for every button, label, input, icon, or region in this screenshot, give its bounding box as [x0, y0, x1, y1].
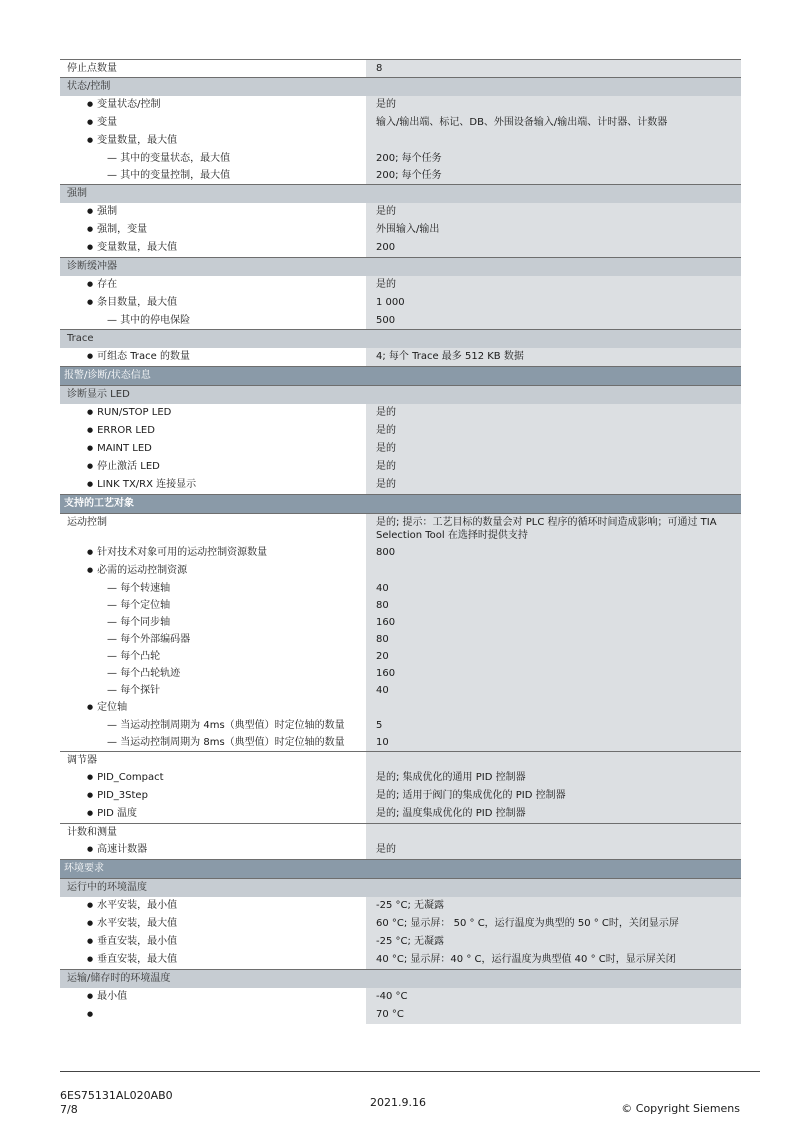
spec-label [60, 422, 366, 440]
spec-label-text: ● LINK TX/RX 连接显示 [87, 479, 196, 490]
subsection-header: 强制 [60, 184, 741, 203]
spec-label [60, 580, 366, 597]
spec-value: 是的 [366, 96, 741, 114]
spec-label [60, 752, 366, 769]
spec-row [60, 513, 741, 544]
spec-value: 是的; 集成优化的通用 PID 控制器 [366, 769, 741, 787]
spec-value: 40 °C; 显示屏：40 ° C，运行温度为典型值 40 ° C时，显示屏关闭 [366, 951, 741, 969]
spec-value: 5 [366, 717, 741, 734]
spec-label [60, 988, 366, 1006]
spec-label-text: ● 水平安装，最大值 [87, 918, 177, 929]
spec-row [60, 717, 741, 734]
spec-label [60, 167, 366, 184]
spec-row [60, 150, 741, 167]
spec-row [60, 751, 741, 769]
spec-label [60, 239, 366, 257]
spec-value: -25 °C; 无凝露 [366, 897, 741, 915]
spec-label-text: ● 针对技术对象可用的运动控制资源数量 [87, 547, 267, 558]
spec-value: 是的; 适用于阀门的集成优化的 PID 控制器 [366, 787, 741, 805]
spec-value: 8 [366, 60, 741, 77]
spec-label [60, 699, 366, 717]
spec-label-text: — 每个转速轴 [107, 583, 170, 594]
spec-row [60, 787, 741, 805]
spec-row [60, 951, 741, 969]
spec-label-text: ● 存在 [87, 279, 117, 290]
spec-label-text: ● MAINT LED [87, 443, 152, 454]
section-header: 环境要求 [60, 859, 741, 878]
spec-value: 800 [366, 544, 741, 562]
spec-label [60, 203, 366, 221]
spec-label-text: — 每个外部编码器 [107, 634, 190, 645]
spec-label-text: ● 垂直安装，最小值 [87, 936, 177, 947]
spec-row [60, 458, 741, 476]
spec-row [60, 440, 741, 458]
spec-value [366, 132, 741, 150]
spec-label-text: ● ERROR LED [87, 425, 155, 436]
spec-value: 40 [366, 580, 741, 597]
footer-date: 2021.9.16 [370, 1096, 426, 1109]
spec-row [60, 614, 741, 631]
spec-label [60, 951, 366, 969]
spec-row [60, 1006, 741, 1024]
spec-row [60, 769, 741, 787]
spec-label [60, 562, 366, 580]
spec-label [60, 514, 366, 544]
spec-row [60, 404, 741, 422]
spec-label-text: ● 变量状态/控制 [87, 99, 160, 110]
product-code: 6ES75131AL020AB0 [60, 1089, 173, 1102]
spec-row [60, 422, 741, 440]
spec-label-text: — 每个探针 [107, 685, 160, 696]
spec-value: 200; 每个任务 [366, 150, 741, 167]
spec-value: 是的 [366, 203, 741, 221]
spec-row [60, 96, 741, 114]
spec-row [60, 915, 741, 933]
spec-label [60, 294, 366, 312]
spec-label-text: 计数和测量 [67, 827, 117, 838]
spec-label [60, 96, 366, 114]
subsection-header: 诊断显示 LED [60, 385, 741, 404]
subsection-header: 运输/储存时的环境温度 [60, 969, 741, 988]
spec-row [60, 348, 741, 366]
spec-label-text: — 其中的停电保险 [107, 315, 190, 326]
spec-label-text: ● 强制 [87, 206, 117, 217]
spec-label-text: — 其中的变量状态，最大值 [107, 153, 230, 164]
section-header: 支持的工艺对象 [60, 494, 741, 513]
spec-value: 500 [366, 312, 741, 329]
spec-label-text: — 每个凸轮 [107, 651, 160, 662]
page-number: 7/8 [60, 1103, 78, 1116]
spec-label [60, 933, 366, 951]
spec-row [60, 597, 741, 614]
spec-value: 输入/输出端、标记、DB、外围设备输入/输出端、计时器、计数器 [366, 114, 741, 132]
spec-label [60, 312, 366, 329]
spec-value: 是的 [366, 458, 741, 476]
spec-value: 是的 [366, 440, 741, 458]
spec-row [60, 276, 741, 294]
spec-label-text: — 每个同步轴 [107, 617, 170, 628]
spec-label-text: 运动控制 [67, 517, 107, 528]
spec-row [60, 699, 741, 717]
spec-label [60, 734, 366, 751]
spec-label [60, 769, 366, 787]
spec-label-text [87, 1009, 97, 1020]
spec-label [60, 440, 366, 458]
spec-table [60, 59, 741, 1024]
spec-label [60, 631, 366, 648]
spec-label-text: ● 定位轴 [87, 702, 127, 713]
spec-label-text: ● 条目数量，最大值 [87, 297, 177, 308]
spec-row [60, 476, 741, 494]
spec-label-text: 调节器 [67, 755, 97, 766]
spec-value [366, 824, 741, 841]
spec-row [60, 203, 741, 221]
spec-row [60, 665, 741, 682]
subsection-header: Trace [60, 329, 741, 348]
spec-row [60, 221, 741, 239]
spec-label-text: ● PID_3Step [87, 790, 148, 801]
spec-value: 80 [366, 631, 741, 648]
footer-product-code [60, 1089, 173, 1117]
spec-row [60, 114, 741, 132]
spec-label [60, 60, 366, 77]
subsection-header: 状态/控制 [60, 77, 741, 96]
spec-label-text: — 每个凸轮轨迹 [107, 668, 180, 679]
spec-label-text: 停止点数量 [67, 63, 117, 74]
spec-label [60, 150, 366, 167]
spec-value: 20 [366, 648, 741, 665]
spec-label [60, 805, 366, 823]
spec-label-text: — 当运动控制周期为 4ms（典型值）时定位轴的数量 [107, 720, 345, 731]
spec-value: 是的; 提示：工艺目标的数量会对 PLC 程序的循环时间造成影响；可通过 TIA Selection Tool 在选择时提供支持 [366, 514, 741, 544]
spec-value: 70 °C [366, 1006, 741, 1024]
spec-row [60, 841, 741, 859]
spec-label [60, 682, 366, 699]
spec-row [60, 312, 741, 329]
spec-value [366, 562, 741, 580]
spec-value: 10 [366, 734, 741, 751]
spec-label-text: ● RUN/STOP LED [87, 407, 171, 418]
subsection-header: 诊断缓冲器 [60, 257, 741, 276]
spec-row [60, 580, 741, 597]
footer-copyright: © Copyright Siemens [621, 1102, 740, 1115]
spec-row [60, 933, 741, 951]
spec-value: 40 [366, 682, 741, 699]
spec-value: -40 °C [366, 988, 741, 1006]
spec-value: 160 [366, 614, 741, 631]
spec-value [366, 752, 741, 769]
spec-row [60, 648, 741, 665]
subsection-header: 运行中的环境温度 [60, 878, 741, 897]
spec-label [60, 665, 366, 682]
spec-label [60, 276, 366, 294]
spec-value: 是的 [366, 276, 741, 294]
spec-row [60, 805, 741, 823]
spec-label [60, 1006, 366, 1024]
spec-label-text: ● 停止激活 LED [87, 461, 160, 472]
spec-label [60, 221, 366, 239]
spec-label-text: ● PID_Compact [87, 772, 164, 783]
spec-label-text: ● 变量 [87, 117, 117, 128]
spec-value: 外围输入/输出 [366, 221, 741, 239]
spec-label [60, 114, 366, 132]
spec-value: 80 [366, 597, 741, 614]
spec-label-text: ● 可组态 Trace 的数量 [87, 351, 190, 362]
spec-label-text: ● 必需的运动控制资源 [87, 565, 187, 576]
spec-value: 200 [366, 239, 741, 257]
spec-row [60, 239, 741, 257]
spec-row [60, 682, 741, 699]
spec-label [60, 597, 366, 614]
spec-label-text: — 每个定位轴 [107, 600, 170, 611]
spec-value: 是的 [366, 404, 741, 422]
spec-label [60, 915, 366, 933]
section-header: 报警/诊断/状态信息 [60, 366, 741, 385]
spec-row [60, 167, 741, 184]
spec-row [60, 988, 741, 1006]
spec-label [60, 614, 366, 631]
spec-value: 1 000 [366, 294, 741, 312]
spec-label-text: ● 最小值 [87, 991, 127, 1002]
spec-label [60, 897, 366, 915]
spec-value [366, 699, 741, 717]
spec-label [60, 841, 366, 859]
spec-value: 200; 每个任务 [366, 167, 741, 184]
spec-label [60, 476, 366, 494]
spec-row [60, 544, 741, 562]
spec-label-text: ● 水平安装，最小值 [87, 900, 177, 911]
spec-value: 是的; 温度集成优化的 PID 控制器 [366, 805, 741, 823]
spec-value: 是的 [366, 422, 741, 440]
spec-row [60, 823, 741, 841]
spec-label-text: — 当运动控制周期为 8ms（典型值）时定位轴的数量 [107, 737, 345, 748]
spec-value: 是的 [366, 476, 741, 494]
spec-row [60, 897, 741, 915]
spec-row [60, 631, 741, 648]
spec-label [60, 544, 366, 562]
spec-label-text: ● 强制，变量 [87, 224, 147, 235]
spec-label [60, 787, 366, 805]
spec-label [60, 648, 366, 665]
spec-label [60, 404, 366, 422]
spec-label-text: ● 高速计数器 [87, 844, 147, 855]
spec-label-text: ● 变量数量，最大值 [87, 242, 177, 253]
spec-label [60, 458, 366, 476]
spec-value: -25 °C; 无凝露 [366, 933, 741, 951]
spec-row [60, 734, 741, 751]
spec-row [60, 562, 741, 580]
spec-value: 是的 [366, 841, 741, 859]
spec-value: 4; 每个 Trace 最多 512 KB 数据 [366, 348, 741, 366]
spec-label-text: ● 垂直安装，最大值 [87, 954, 177, 965]
spec-row [60, 132, 741, 150]
spec-row [60, 294, 741, 312]
spec-label-text: ● 变量数量，最大值 [87, 135, 177, 146]
spec-label [60, 717, 366, 734]
spec-value: 60 °C; 显示屏： 50 ° C，运行温度为典型的 50 ° C时，关闭显示屏 [366, 915, 741, 933]
spec-label [60, 824, 366, 841]
spec-label [60, 132, 366, 150]
spec-row [60, 59, 741, 77]
spec-label-text: ● PID 温度 [87, 808, 137, 819]
footer-divider [60, 1071, 760, 1072]
spec-label [60, 348, 366, 366]
spec-label-text: — 其中的变量控制，最大值 [107, 170, 230, 181]
spec-value: 160 [366, 665, 741, 682]
